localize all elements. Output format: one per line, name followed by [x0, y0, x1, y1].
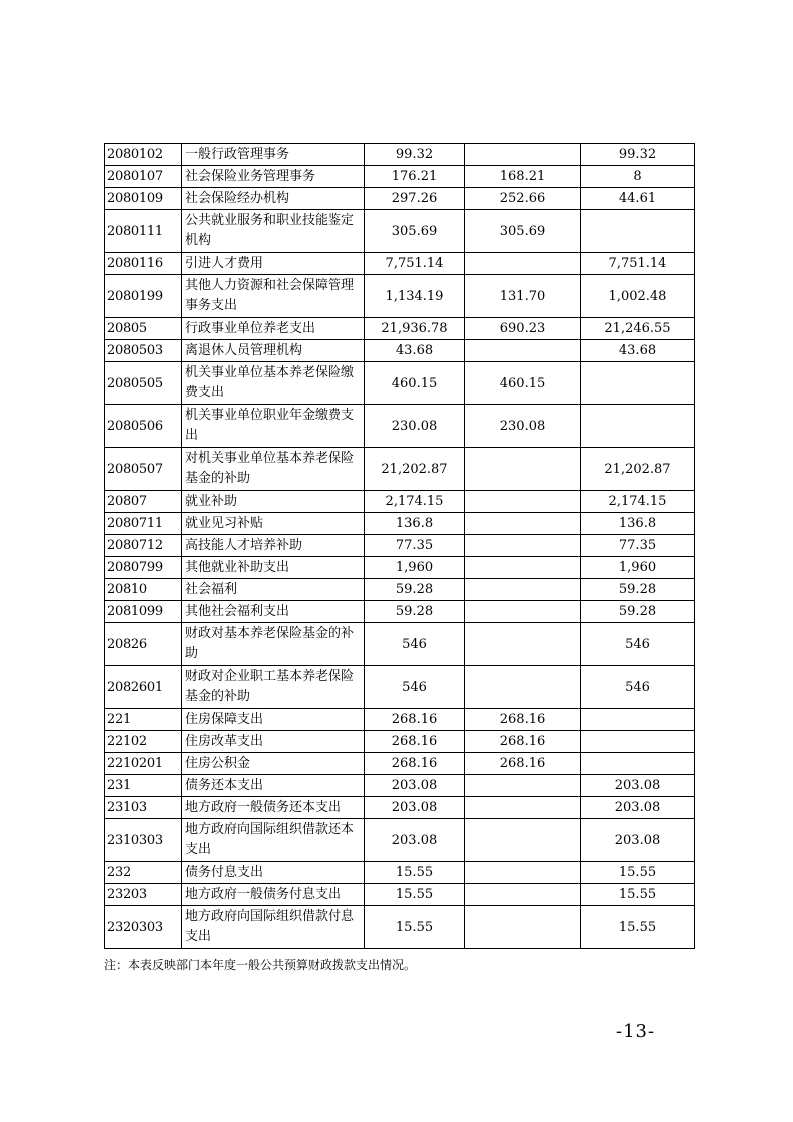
subject-name: 财政对企业职工基本养老保险基金的补助	[182, 666, 365, 709]
subject-name: 地方政府向国际组织借款还本支出	[182, 819, 365, 862]
subject-name: 其他人力资源和社会保障管理事务支出	[182, 275, 365, 318]
table-row	[105, 557, 695, 579]
project-expenditure: 7,751.14	[581, 253, 695, 275]
table-row	[105, 731, 695, 753]
subject-name: 住房保障支出	[182, 709, 365, 731]
subject-code: 2080111	[105, 210, 182, 253]
subject-name: 公共就业服务和职业技能鉴定机构	[182, 210, 365, 253]
project-expenditure: 203.08	[581, 775, 695, 797]
project-expenditure: 15.55	[581, 862, 695, 884]
subject-code: 23103	[105, 797, 182, 819]
subject-name: 机关事业单位基本养老保险缴费支出	[182, 362, 365, 405]
basic-expenditure	[465, 448, 581, 491]
basic-expenditure	[465, 797, 581, 819]
table-row	[105, 535, 695, 557]
basic-expenditure	[465, 513, 581, 535]
subject-code: 2080107	[105, 166, 182, 188]
subject-name: 社会福利	[182, 579, 365, 601]
subject-name: 财政对基本养老保险基金的补助	[182, 623, 365, 666]
project-expenditure	[581, 753, 695, 775]
project-expenditure: 203.08	[581, 819, 695, 862]
subject-code: 231	[105, 775, 182, 797]
basic-expenditure	[465, 884, 581, 906]
project-expenditure: 21,246.55	[581, 318, 695, 340]
page-number: -13-	[616, 1021, 656, 1042]
subject-name: 住房公积金	[182, 753, 365, 775]
table-row	[105, 405, 695, 448]
project-expenditure: 546	[581, 623, 695, 666]
basic-expenditure	[465, 819, 581, 862]
subject-name: 高技能人才培养补助	[182, 535, 365, 557]
subject-name: 机关事业单位职业年金缴费支出	[182, 405, 365, 448]
total-amount: 7,751.14	[365, 253, 465, 275]
table-row	[105, 819, 695, 862]
project-expenditure: 136.8	[581, 513, 695, 535]
basic-expenditure: 268.16	[465, 753, 581, 775]
project-expenditure: 1,960	[581, 557, 695, 579]
subject-code: 2080503	[105, 340, 182, 362]
basic-expenditure: 230.08	[465, 405, 581, 448]
total-amount: 305.69	[365, 210, 465, 253]
total-amount: 203.08	[365, 775, 465, 797]
table-row	[105, 579, 695, 601]
subject-code: 2080711	[105, 513, 182, 535]
project-expenditure: 21,202.87	[581, 448, 695, 491]
basic-expenditure	[465, 906, 581, 949]
subject-name: 其他就业补助支出	[182, 557, 365, 579]
basic-expenditure	[465, 775, 581, 797]
total-amount: 1,960	[365, 557, 465, 579]
basic-expenditure: 131.70	[465, 275, 581, 318]
basic-expenditure	[465, 340, 581, 362]
total-amount: 203.08	[365, 797, 465, 819]
table-row	[105, 775, 695, 797]
total-amount: 43.68	[365, 340, 465, 362]
subject-code: 20807	[105, 491, 182, 513]
table-row	[105, 210, 695, 253]
total-amount: 136.8	[365, 513, 465, 535]
total-amount: 297.26	[365, 188, 465, 210]
subject-name: 债务付息支出	[182, 862, 365, 884]
table-row	[105, 862, 695, 884]
subject-name: 对机关事业单位基本养老保险基金的补助	[182, 448, 365, 491]
project-expenditure: 1,002.48	[581, 275, 695, 318]
basic-expenditure	[465, 601, 581, 623]
table-row	[105, 797, 695, 819]
subject-code: 2080116	[105, 253, 182, 275]
total-amount: 99.32	[365, 144, 465, 166]
table-row	[105, 623, 695, 666]
table-row	[105, 601, 695, 623]
project-expenditure	[581, 405, 695, 448]
subject-name: 行政事业单位养老支出	[182, 318, 365, 340]
subject-name: 债务还本支出	[182, 775, 365, 797]
total-amount: 59.28	[365, 579, 465, 601]
table-row	[105, 318, 695, 340]
basic-expenditure	[465, 623, 581, 666]
subject-name: 就业见习补贴	[182, 513, 365, 535]
subject-name: 就业补助	[182, 491, 365, 513]
project-expenditure: 77.35	[581, 535, 695, 557]
basic-expenditure: 268.16	[465, 731, 581, 753]
table-row	[105, 448, 695, 491]
project-expenditure: 43.68	[581, 340, 695, 362]
project-expenditure	[581, 362, 695, 405]
table-row	[105, 253, 695, 275]
basic-expenditure	[465, 253, 581, 275]
subject-code: 221	[105, 709, 182, 731]
total-amount: 176.21	[365, 166, 465, 188]
subject-code: 20826	[105, 623, 182, 666]
subject-code: 2080109	[105, 188, 182, 210]
basic-expenditure: 305.69	[465, 210, 581, 253]
basic-expenditure	[465, 557, 581, 579]
table-row	[105, 666, 695, 709]
table-row	[105, 491, 695, 513]
subject-code: 2320303	[105, 906, 182, 949]
subject-code: 2080199	[105, 275, 182, 318]
subject-name: 一般行政管理事务	[182, 144, 365, 166]
total-amount: 15.55	[365, 884, 465, 906]
total-amount: 546	[365, 623, 465, 666]
table-row	[105, 275, 695, 318]
total-amount: 2,174.15	[365, 491, 465, 513]
subject-code: 20810	[105, 579, 182, 601]
subject-name: 地方政府一般债务付息支出	[182, 884, 365, 906]
subject-code: 2080506	[105, 405, 182, 448]
project-expenditure: 203.08	[581, 797, 695, 819]
table-row	[105, 188, 695, 210]
subject-name: 住房改革支出	[182, 731, 365, 753]
table-row	[105, 340, 695, 362]
project-expenditure: 15.55	[581, 884, 695, 906]
project-expenditure: 546	[581, 666, 695, 709]
basic-expenditure: 168.21	[465, 166, 581, 188]
subject-name: 其他社会福利支出	[182, 601, 365, 623]
subject-code: 23203	[105, 884, 182, 906]
subject-name: 社会保险业务管理事务	[182, 166, 365, 188]
total-amount: 203.08	[365, 819, 465, 862]
subject-code: 2080505	[105, 362, 182, 405]
project-expenditure: 59.28	[581, 579, 695, 601]
table-row	[105, 884, 695, 906]
total-amount: 268.16	[365, 753, 465, 775]
basic-expenditure: 690.23	[465, 318, 581, 340]
subject-name: 地方政府一般债务还本支出	[182, 797, 365, 819]
total-amount: 15.55	[365, 906, 465, 949]
basic-expenditure	[465, 535, 581, 557]
subject-name: 社会保险经办机构	[182, 188, 365, 210]
total-amount: 460.15	[365, 362, 465, 405]
subject-code: 2080712	[105, 535, 182, 557]
total-amount: 268.16	[365, 731, 465, 753]
total-amount: 21,202.87	[365, 448, 465, 491]
basic-expenditure: 460.15	[465, 362, 581, 405]
basic-expenditure	[465, 144, 581, 166]
project-expenditure: 59.28	[581, 601, 695, 623]
basic-expenditure	[465, 491, 581, 513]
subject-name: 地方政府向国际组织借款付息支出	[182, 906, 365, 949]
total-amount: 59.28	[365, 601, 465, 623]
total-amount: 268.16	[365, 709, 465, 731]
total-amount: 1,134.19	[365, 275, 465, 318]
subject-code: 2081099	[105, 601, 182, 623]
subject-name: 引进人才费用	[182, 253, 365, 275]
total-amount: 77.35	[365, 535, 465, 557]
table-row	[105, 362, 695, 405]
subject-code: 20805	[105, 318, 182, 340]
basic-expenditure	[465, 862, 581, 884]
subject-code: 2080799	[105, 557, 182, 579]
subject-name: 离退休人员管理机构	[182, 340, 365, 362]
budget-expenditure-table	[104, 143, 695, 949]
total-amount: 230.08	[365, 405, 465, 448]
subject-code: 2310303	[105, 819, 182, 862]
project-expenditure: 8	[581, 166, 695, 188]
project-expenditure: 15.55	[581, 906, 695, 949]
total-amount: 15.55	[365, 862, 465, 884]
total-amount: 21,936.78	[365, 318, 465, 340]
project-expenditure	[581, 731, 695, 753]
project-expenditure: 2,174.15	[581, 491, 695, 513]
table-row	[105, 144, 695, 166]
basic-expenditure: 268.16	[465, 709, 581, 731]
subject-code: 232	[105, 862, 182, 884]
total-amount: 546	[365, 666, 465, 709]
project-expenditure: 99.32	[581, 144, 695, 166]
basic-expenditure: 252.66	[465, 188, 581, 210]
table-row	[105, 906, 695, 949]
project-expenditure: 44.61	[581, 188, 695, 210]
project-expenditure	[581, 210, 695, 253]
subject-code: 2210201	[105, 753, 182, 775]
project-expenditure	[581, 709, 695, 731]
subject-code: 2080507	[105, 448, 182, 491]
subject-code: 22102	[105, 731, 182, 753]
subject-code: 2082601	[105, 666, 182, 709]
table-row	[105, 513, 695, 535]
subject-code: 2080102	[105, 144, 182, 166]
table-row	[105, 166, 695, 188]
table-footnote: 注：本表反映部门本年度一般公共预算财政拨款支出情况。	[104, 958, 417, 972]
basic-expenditure	[465, 579, 581, 601]
table-row	[105, 709, 695, 731]
table-row	[105, 753, 695, 775]
basic-expenditure	[465, 666, 581, 709]
